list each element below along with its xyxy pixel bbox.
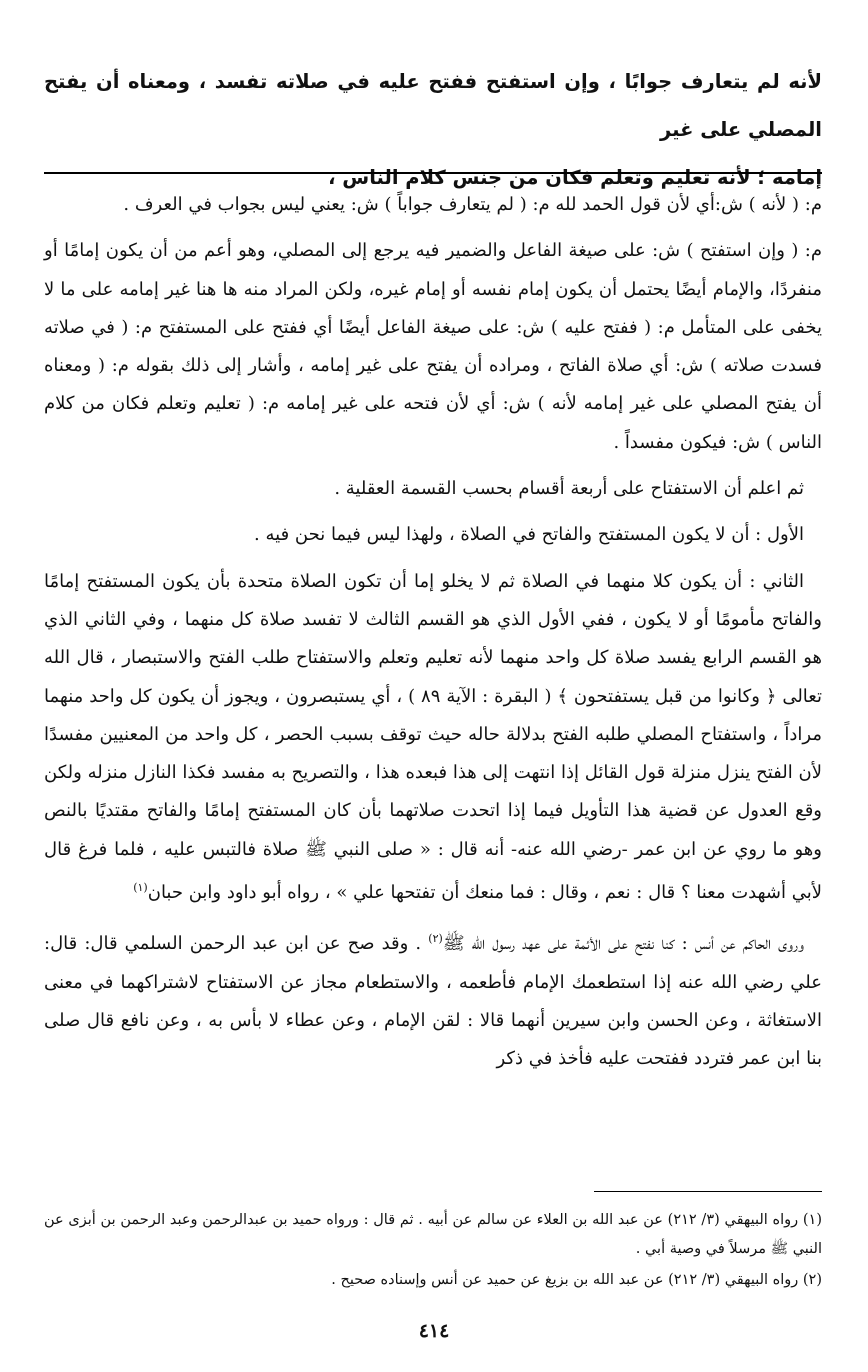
page-number: ٤١٤ xyxy=(418,1320,450,1342)
matn-line-2: إمامه ؛ لأنه تعليم وتعلم فكان من جنس كلام الناس ، xyxy=(328,166,822,189)
paragraph-text: وروى الحاكم عن أنس : كنا نفتح على الأئمة على عهد رسول الله ﷺ xyxy=(442,933,804,955)
footnote-ref-1: (١) xyxy=(133,881,148,895)
matn-divider xyxy=(44,172,822,174)
commentary-paragraph xyxy=(44,920,822,1078)
commentary-paragraph: ثم اعلم أن الاستفتاح على أربعة أقسام بحسب القسمة العقلية . xyxy=(334,478,804,500)
matn-text xyxy=(44,58,822,202)
commentary-text xyxy=(44,186,822,1079)
footnotes xyxy=(44,1206,822,1295)
footnote-2: (٢) رواه البيهقي (٣/ ٢١٢) عن عبد الله بن بزيغ عن حميد عن أنس وإسناده صحيح . xyxy=(331,1272,822,1288)
paragraph-text: الثاني : أن يكون كلا منهما في الصلاة ثم لا يخلو إما أن تكون الصلاة متحدة بأن يكون المستفتح إمامًا والفاتح مأمومًا أو لا يكون ، ففي الأول الذي هو القسم الثالث لا تفسد صلاة كل منهما ، وفي الثاني الذي هو القسم الرابع يفسد صلاة كل واحد منهما لأنه تعليم وتعلم والاستفتاح طلب الفتح والاستبصار ، قال الله تعالى ﴿ وكانوا من قبل يستفتحون ﴾ ( البقرة : الآية ٨٩ ) ، أي يستبصرون ، ويجوز أن يكون كل واحد منهما مراداً ، واستفتاح المصلي طلبه الفتح بدلالة حاله حيث توقف بسبب الحصر ، كل واحد من المعنيين مفسدًا لأن الفتح ينزل منزلة قول القائل إذا انتهت إلى هذا فبعده هذا ، والتصريح به مفسد فكذا النازل منزله ولكن وقع العدول عن قضية هذا التأويل فيما إذا اتحدت صلاتهما بأن كان المستفتح إمامًا والفاتح مقتديًا بالنص وهو ما روي عن ابن عمر -رضي الله عنه- أنه قال : « صلى النبي ﷺ صلاة فالتبس عليه ، فلما فرغ قال لأبي أشهدت معنا ؟ قال : نعم ، وقال : فما منعك أن تفتحها علي » ، رواه أبو داود وابن حبان xyxy=(44,570,822,904)
matn-line-1: لأنه لم يتعارف جوابًا ، وإن استفتح ففتح عليه في صلاته تفسد ، ومعناه أن يفتح المصلي على غير xyxy=(44,70,822,141)
commentary-paragraph: م: ( وإن استفتح ) ش: على صيغة الفاعل والضمير فيه يرجع إلى المصلي، وهو أعم من أن يكون إمامًا أو منفردًا، والإمام أيضًا يحتمل أن يكون إمام نفسه أو إمام غيره، ولكن المراد منه ها هنا غير إمامه على ما لا يخفى على المتأمل م: ( ففتح عليه ) ش: على صيغة الفاعل أيضًا أي ففتح على المستفتح م: ( في صلاته فسدت صلاته ) ش: أي صلاة الفاتح ، ومراده أن يفتح على غير إمامه ، وأشار إلى ذلك بقوله م: ( ومعناه أن يفتح المصلي على غير إمامه لأنه ) ش: أي لأن فتحه على غير إمامه م: ( تعليم وتعلم فكان من كلام الناس ) ش: فيكون مفسداً . xyxy=(44,240,822,453)
commentary-paragraph: الأول : أن لا يكون المستفتح والفاتح في الصلاة ، ولهذا ليس فيما نحن فيه . xyxy=(254,524,804,546)
paragraph-text: . وقد صح عن ابن عبد الرحمن السلمي قال: قال: علي رضي الله عنه إذا استطعمك الإمام فأطعمه ، والاستطعام مجاز عن الاستفتاح لاشتراكهما في معنى الاستغاثة ، وعن الحسن وابن سيرين أنهما قالا : لقن الإمام ، وعن عطاء لا بأس به ، وعن نافع قال صلى بنا ابن عمر فتردد ففتحت عليه فأخذ في ذكر xyxy=(44,933,822,1070)
footnote-1: (١) رواه البيهقي (٣/ ٢١٢) عن عبد الله بن العلاء عن سالم عن أبيه . ثم قال : ورواه حميد بن عبدالرحمن وعبد الرحمن بن أبزى عن النبي ﷺ مرسلاً في وصية أبي . xyxy=(44,1212,822,1257)
footnote-ref-2: (٢) xyxy=(428,932,443,946)
commentary-paragraph xyxy=(44,563,822,913)
footnote-divider xyxy=(594,1191,822,1192)
commentary-paragraph: م: ( لأنه ) ش:أي لأن قول الحمد لله م: ( لم يتعارف جواباً ) ش: يعني ليس بجواب في العرف . xyxy=(123,194,822,215)
